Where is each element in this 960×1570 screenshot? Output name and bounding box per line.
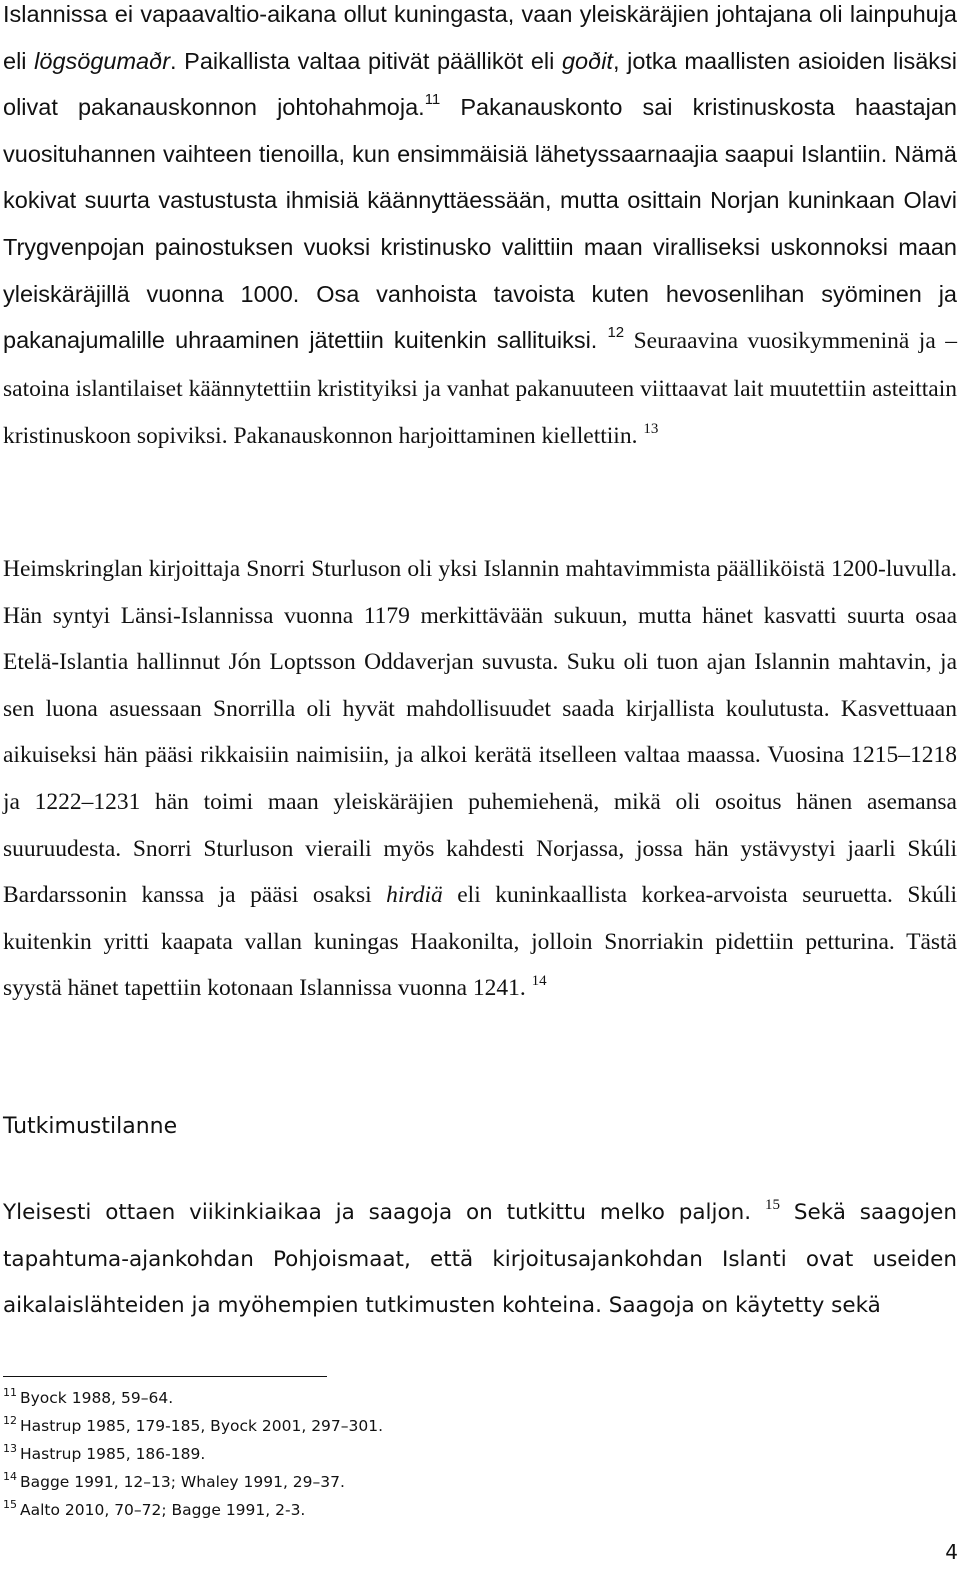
footnote-item <box>3 1496 383 1524</box>
page-number: 4 <box>945 1540 958 1564</box>
footnote-text: Bagge 1991, 12–13; Whaley 1991, 29–37. <box>20 1473 345 1491</box>
paragraph-text: Sekä saagojen tapahtuma-ajankohdan Pohjoismaat, että kirjoitusajankohdan Islanti ovat useiden aikalaislähteiden ja myöhempien tutkimusten kohteina. Saagoja on käytetty sekä <box>3 1200 957 1319</box>
italic-term: lögsögumaðr <box>34 47 171 74</box>
footnote-text: Aalto 2010, 70–72; Bagge 1991, 2-3. <box>20 1501 306 1519</box>
paragraph-tutkimus <box>3 1190 957 1330</box>
footnote-number: 11 <box>3 1385 17 1399</box>
footnote-item <box>3 1384 383 1412</box>
footnote-text: Hastrup 1985, 179-185, Byock 2001, 297–301. <box>20 1417 384 1435</box>
paragraph-text: Islannissa ei vapaavaltio-aikana ollut kuningasta, vaan yleiskäräjien johtajana oli lainpuhuja eli <box>3 1 957 74</box>
paragraph-text: , jotka maallisten asioiden lisäksi olivat pakanauskonnon johtohahmoja. <box>3 47 957 121</box>
paragraph-text: . Paikallista valtaa pitivät päälliköt eli <box>170 47 562 74</box>
footnote-list <box>3 1384 383 1524</box>
footnote-text: Byock 1988, 59–64. <box>20 1389 174 1407</box>
paragraph-text: Pakanauskonto sai kristinuskosta haastajan vuosituhannen vaihteen tienoilla, kun ensimmäisiä lähetyssaarnaajia saapui Islantiin. Nämä kokivat suurta vastustusta ihmisiä käännyttäessään, mutta osittain Norjan kuninkaan Olavi Trygvenpojan painostuksen vuoksi kristinusko valittiin maan viralliseksi uskonnoksi maan yleiskäräjillä vuonna 1000. Osa vanhoista tavoista kuten hevosenlihan syöminen ja pakanajumalille uhraaminen jätettiin kuitenkin sallituiksi. <box>3 94 957 354</box>
paragraph-text: Yleisesti ottaen viikinkiaikaa ja saagoja on tutkittu melko paljon. <box>3 1200 765 1225</box>
footnote-reference[interactable]: 11 <box>424 91 441 109</box>
italic-term: goðit <box>561 47 613 74</box>
footnote-item <box>3 1412 383 1440</box>
paragraph-snorri <box>3 546 957 1012</box>
footnote-number: 13 <box>3 1441 17 1455</box>
footnote-number: 15 <box>3 1497 17 1511</box>
paragraph-text: eli kuninkaallista korkea-arvoista seuruetta. Skúli kuitenkin yritti kaapata vallan kuningas Haakonilta, jolloin Snorriakin pidettiin petturina. Tästä syystä hänet tapettiin kotonaan Islannissa vuonna 1241. <box>3 882 958 1002</box>
footnote-separator <box>3 1376 327 1377</box>
footnote-item <box>3 1440 383 1468</box>
footnote-text: Hastrup 1985, 186-189. <box>20 1445 206 1463</box>
paragraph-text: Heimskringlan kirjoittaja Snorri Sturluson oli yksi Islannin mahtavimmista päälliköistä 1200-luvulla. Hän syntyi Länsi-Islannissa vuonna 1179 merkittävään sukuun, mutta hänet kasvatti suurta osaa Etelä-Islantia hallinnut Jón Loptsson Oddaverjan suvusta. Suku oli tuon ajan Islannin mahtavin, ja sen luona asuessaan Snorrilla oli hyvät mahdollisuudet saada kirjallista koulutusta. Kasvettuaan aikuiseksi hän pääsi rikkaisiin naimisiin, ja alkoi kerätä itselleen valtaa maassa. Vuosina 1215–1218 ja 1222–1231 hän toimi maan yleiskäräjien puhemiehenä, mikä oli osoitus hänen asemansa suuruudesta. Snorri Sturluson vieraili myös kahdesti Norjassa, jossa hän ystävystyi jaarli Skúli Bardarssonin kanssa ja pääsi osaksi <box>3 556 957 909</box>
footnote-item <box>3 1468 383 1496</box>
footnote-reference[interactable]: 12 <box>607 324 625 342</box>
footnote-reference[interactable]: 13 <box>643 420 659 437</box>
footnote-reference[interactable]: 15 <box>764 1196 780 1213</box>
paragraph-vapaavaltio <box>3 0 957 460</box>
section-heading: Tutkimustilanne <box>3 1114 178 1139</box>
paragraph-text: Seuraavina vuosikymmeninä ja –satoina islantilaiset käännytettiin kristityiksi ja vanhat pakanuuteen viittaavat lait muutettiin asteittain kristinuskoon sopiviksi. Pakanauskonnon harjoittaminen kiellettiin. <box>3 328 957 450</box>
footnote-reference[interactable]: 14 <box>531 972 547 989</box>
footnote-number: 12 <box>3 1413 17 1427</box>
italic-term: hirdiä <box>386 882 443 909</box>
footnote-number: 14 <box>3 1469 17 1483</box>
